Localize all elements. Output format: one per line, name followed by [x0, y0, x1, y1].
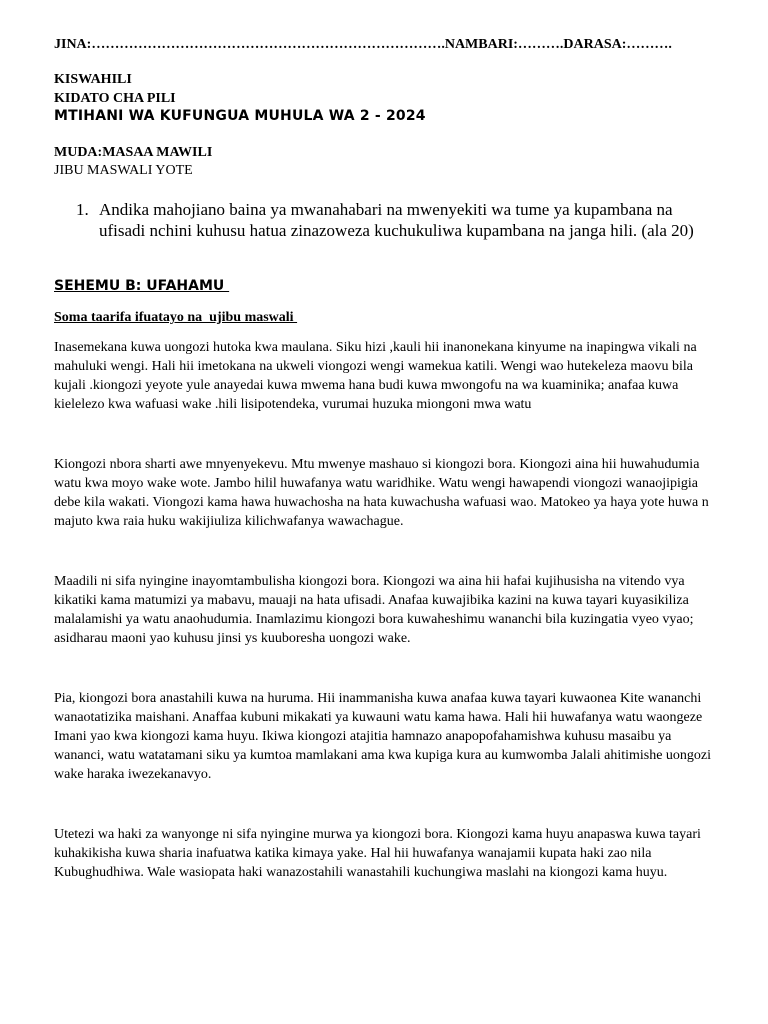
passage-paragraph-2: Kiongozi nbora sharti awe mnyenyekevu. Mtu mwenye mashauo si kiongozi bora. Kiongozi aina hii huwahudumia watu kwa moyo wake wote. Jambo hilil huwafanya watu waridhike. Watu wengi hawapendi viongozi wanaojipigia debe kila wakati. Viongozi kama hawa huwachosha na hata kuwachusha wafuasi wao. Matokeo ya haya yote huwa n majuto kwa raia huku wakijiuliza kilichwafanya wawachague.	[54, 457, 709, 529]
student-details-line: JINA:………………………………………………………………….NAMBARI:……….DARASA:……….	[54, 37, 672, 52]
passage-paragraph-4: Pia, kiongozi bora anastahili kuwa na huruma. Hii inammanisha kuwa anafaa kuwa tayari kuwaonea Kite wananchi wanaotatizika maishani. Anaffaa kubuni mikakati ya kuwauni watu kama hawa. Hali hii huwafanya watu waongeze Imani yao kwa kiongozi kama huyu. Ikiwa kiongozi atajitia hamnazo anapopofahamishwa kuhusu masaibu ya wananci, watu watatamani siku ya kumtoa mamlakani ama kwa kupiga kura au kumwomba Jalali ahitimishe uongozi wake haraka iwezekanavyo.	[54, 691, 712, 782]
passage-paragraph-1: Inasemekana kuwa uongozi hutoka kwa maulana. Siku hizi ,kauli hii inanonekana kinyume na inapingwa vikali na mahuluki wengi. Hali hii imetokana na ukweli viongozi wengi wamekua katili. Wengi wao hutekeleza maovu bila kujali .kiongozi yeyote yule anayedai kuwa mwema hana budi kuwa mwongofu na wa kuaminika; anafaa kuwa kielelezo kwa wafuasi wake .hili lisipotendeka, vurumai huzuka miongoni mwa watu	[54, 340, 697, 412]
section-b-heading: SEHEMU B: UFAHAMU	[54, 278, 230, 294]
passage-paragraph-5: Utetezi wa haki za wanyonge ni sifa nyingine murwa ya kiongozi bora. Kiongozi kama huyu anapaswa kuwa tayari kuhakikisha kuwa sharia inafuatwa katika kimaya yake. Hal hii huwafanya wanajamii kupata haki zao nila Kubughudhiwa. Wale wasiopata haki wanazostahili wanastahili kuchungiwa maslahi na kiongozi kama huyu.	[54, 827, 701, 880]
exam-title: MTIHANI WA KUFUNGUA MUHULA WA 2 - 2024	[54, 108, 426, 124]
question-1	[76, 199, 716, 241]
passage-paragraph-3: Maadili ni sifa nyingine inayomtambulisha kiongozi bora. Kiongozi wa aina hii hafai kujihusisha na vitendo vya kikatiki kama matumizi ya mabavu, mauaji na hata ufisadi. Anafaa kuwajibika kazini na kuwa tayari kuyasikiliza malalamishi ya watu anaohudumia. Inamlazimu kiongozi bora kuwaheshimu wananchi bila kuzingatia vyeo vyao; asidharau maoni yao kuhusu jinsi ys kuuboresha uongozi wake.	[54, 574, 694, 646]
passage-instruction: Soma taarifa ifuatayo na ujibu maswali	[54, 310, 298, 325]
question-number: 1.	[76, 200, 89, 219]
form-level: KIDATO CHA PILI	[54, 91, 176, 106]
exam-duration: MUDA:MASAA MAWILI	[54, 145, 213, 160]
subject-heading: KISWAHILI	[54, 72, 132, 87]
exam-instructions: JIBU MASWALI YOTE	[54, 163, 193, 178]
question-text: Andika mahojiano baina ya mwanahabari na mwenyekiti wa tume ya kupambana na ufisadi nchini kuhusu hatua zinazoweza kuchukuliwa kupambana na janga hili. (ala 20)	[99, 200, 694, 240]
